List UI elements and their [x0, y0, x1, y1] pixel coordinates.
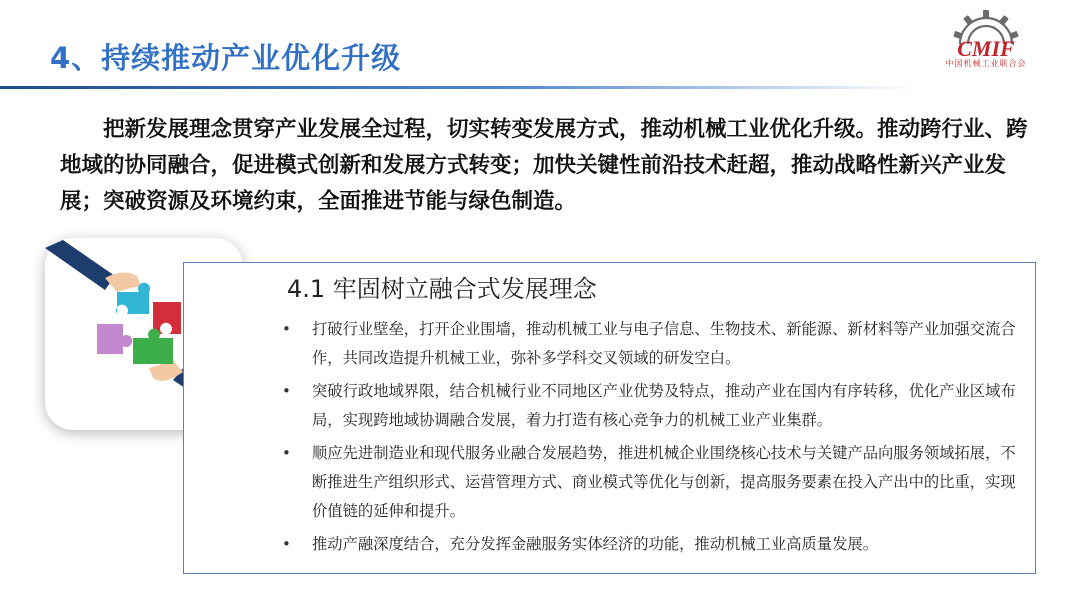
logo-subtitle: 中国机械工业联合会: [945, 59, 1027, 68]
bullet-item: • 推动产融深度结合，充分发挥金融服务实体经济的功能，推动机械工业高质量发展。: [282, 530, 1024, 559]
bullet-item: • 突破行政地域界限，结合机械行业不同地区产业优势及特点，推动产业在国内有序转移，优化产业区域布局，实现跨地域协调融合发展，着力打造有核心竞争力的机械工业产业集群。: [282, 377, 1024, 435]
bullet-list: [282, 315, 1024, 563]
svg-text:CMIF: CMIF: [957, 36, 1015, 61]
bullet-item: • 打破行业壁垒，打开企业围墙，推动机械工业与电子信息、生物技术、新能源、新材料等产业加强交流合作，共同改造提升机械工业，弥补多学科交叉领域的研发空白。: [282, 315, 1024, 373]
bullet-item: • 顺应先进制造业和现代服务业融合发展趋势，推进机械企业围绕核心技术与关键产品向服务领域拓展，不断推进生产组织形式、运营管理方式、商业模式等优化与创新，提高服务要素在投入产出中的比重，实现价值链的延伸和提升。: [282, 439, 1024, 526]
title-rule: [0, 86, 920, 89]
intro-paragraph: 把新发展理念贯穿产业发展全过程，切实转变发展方式，推动机械工业优化升级。推动跨行业、跨地域的协同融合，促进模式创新和发展方式转变；加快关键性前沿技术赶超，推动战略性新兴产业发展；突破资源及环境约束，全面推进节能与绿色制造。: [60, 117, 1028, 214]
section-box: [183, 262, 1036, 574]
slide-title: 4、持续推动产业优化升级: [50, 41, 402, 75]
section-heading: 4.1 牢固树立融合式发展理念: [287, 275, 597, 303]
